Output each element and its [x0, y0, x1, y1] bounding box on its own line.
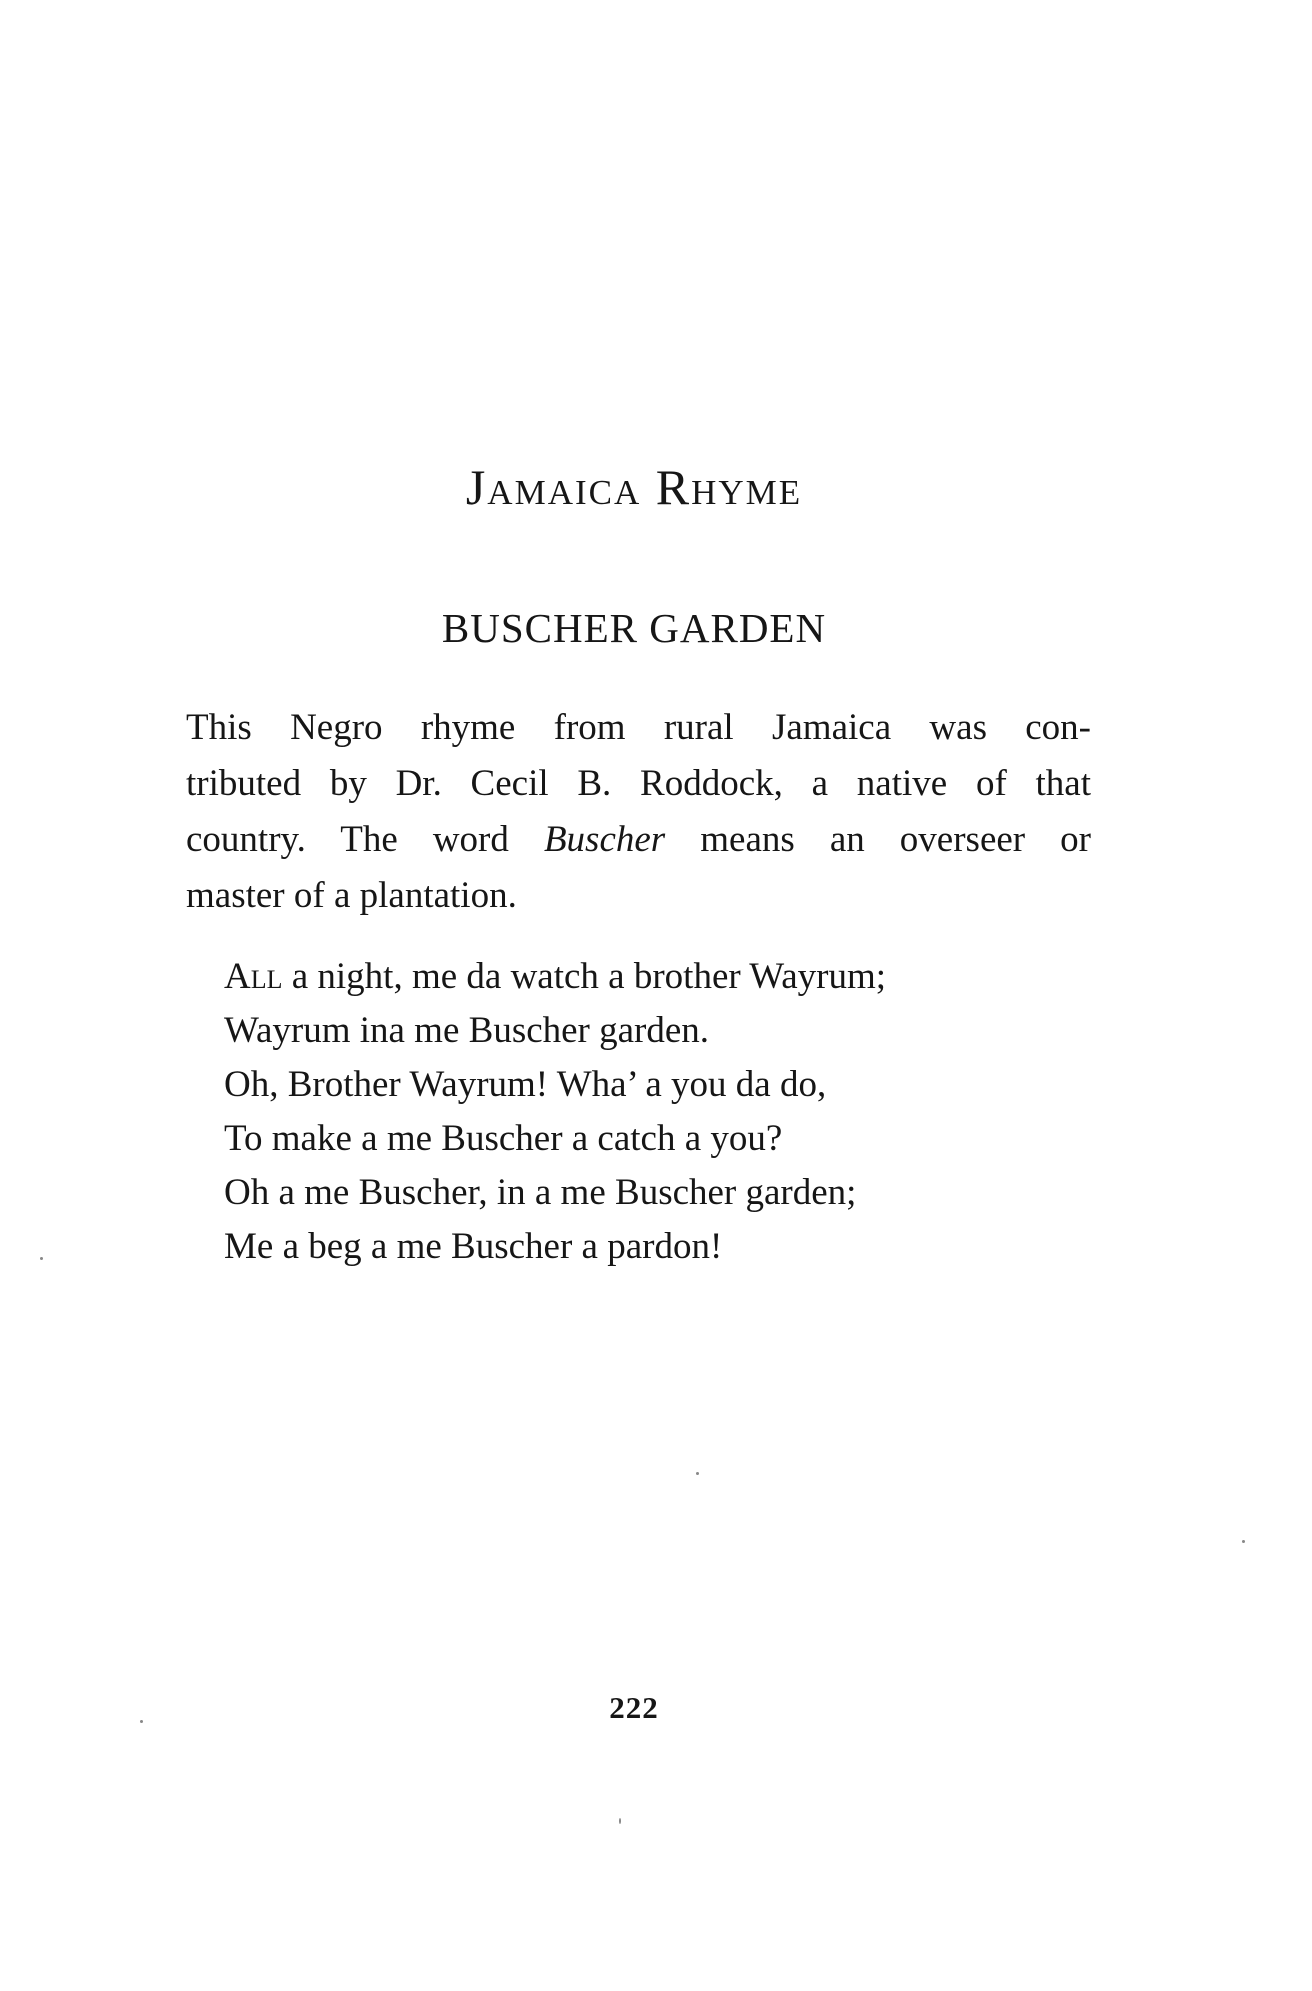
intro-line: tributed by Dr. Cecil B. Roddock, a native of that — [186, 763, 1091, 804]
intro-text: country. The word — [186, 819, 544, 860]
intro-text: means an overseer or — [665, 819, 1091, 860]
verse — [224, 950, 886, 1274]
page-number: 222 — [609, 1690, 659, 1725]
intro-line — [186, 812, 1091, 868]
chapter-title: Jamaica Rhyme — [465, 459, 803, 515]
scan-speck — [1242, 1540, 1245, 1543]
verse-first-word: All — [224, 956, 283, 997]
verse-line: Me a beg a me Buscher a pardon! — [224, 1226, 723, 1267]
verse-text: a night, me da watch a brother Wayrum; — [282, 956, 887, 997]
verse-line: To make a me Buscher a catch a you? — [224, 1118, 783, 1159]
section-title: BUSCHER GARDEN — [441, 605, 827, 651]
scan-speck — [619, 1818, 621, 1824]
verse-line: Wayrum ina me Buscher garden. — [224, 1010, 710, 1051]
scan-speck — [696, 1472, 699, 1475]
verse-line: Oh a me Buscher, in a me Buscher garden; — [224, 1172, 857, 1213]
intro-paragraph — [186, 700, 1091, 924]
scan-speck — [140, 1720, 143, 1723]
intro-line: This Negro rhyme from rural Jamaica was con- — [186, 707, 1091, 748]
intro-italic-term: Buscher — [543, 819, 666, 860]
scan-speck — [40, 1257, 43, 1260]
intro-line: master of a plantation. — [186, 875, 517, 916]
verse-line: Oh, Brother Wayrum! Wha’ a you da do, — [224, 1064, 827, 1105]
verse-line — [224, 950, 886, 1004]
